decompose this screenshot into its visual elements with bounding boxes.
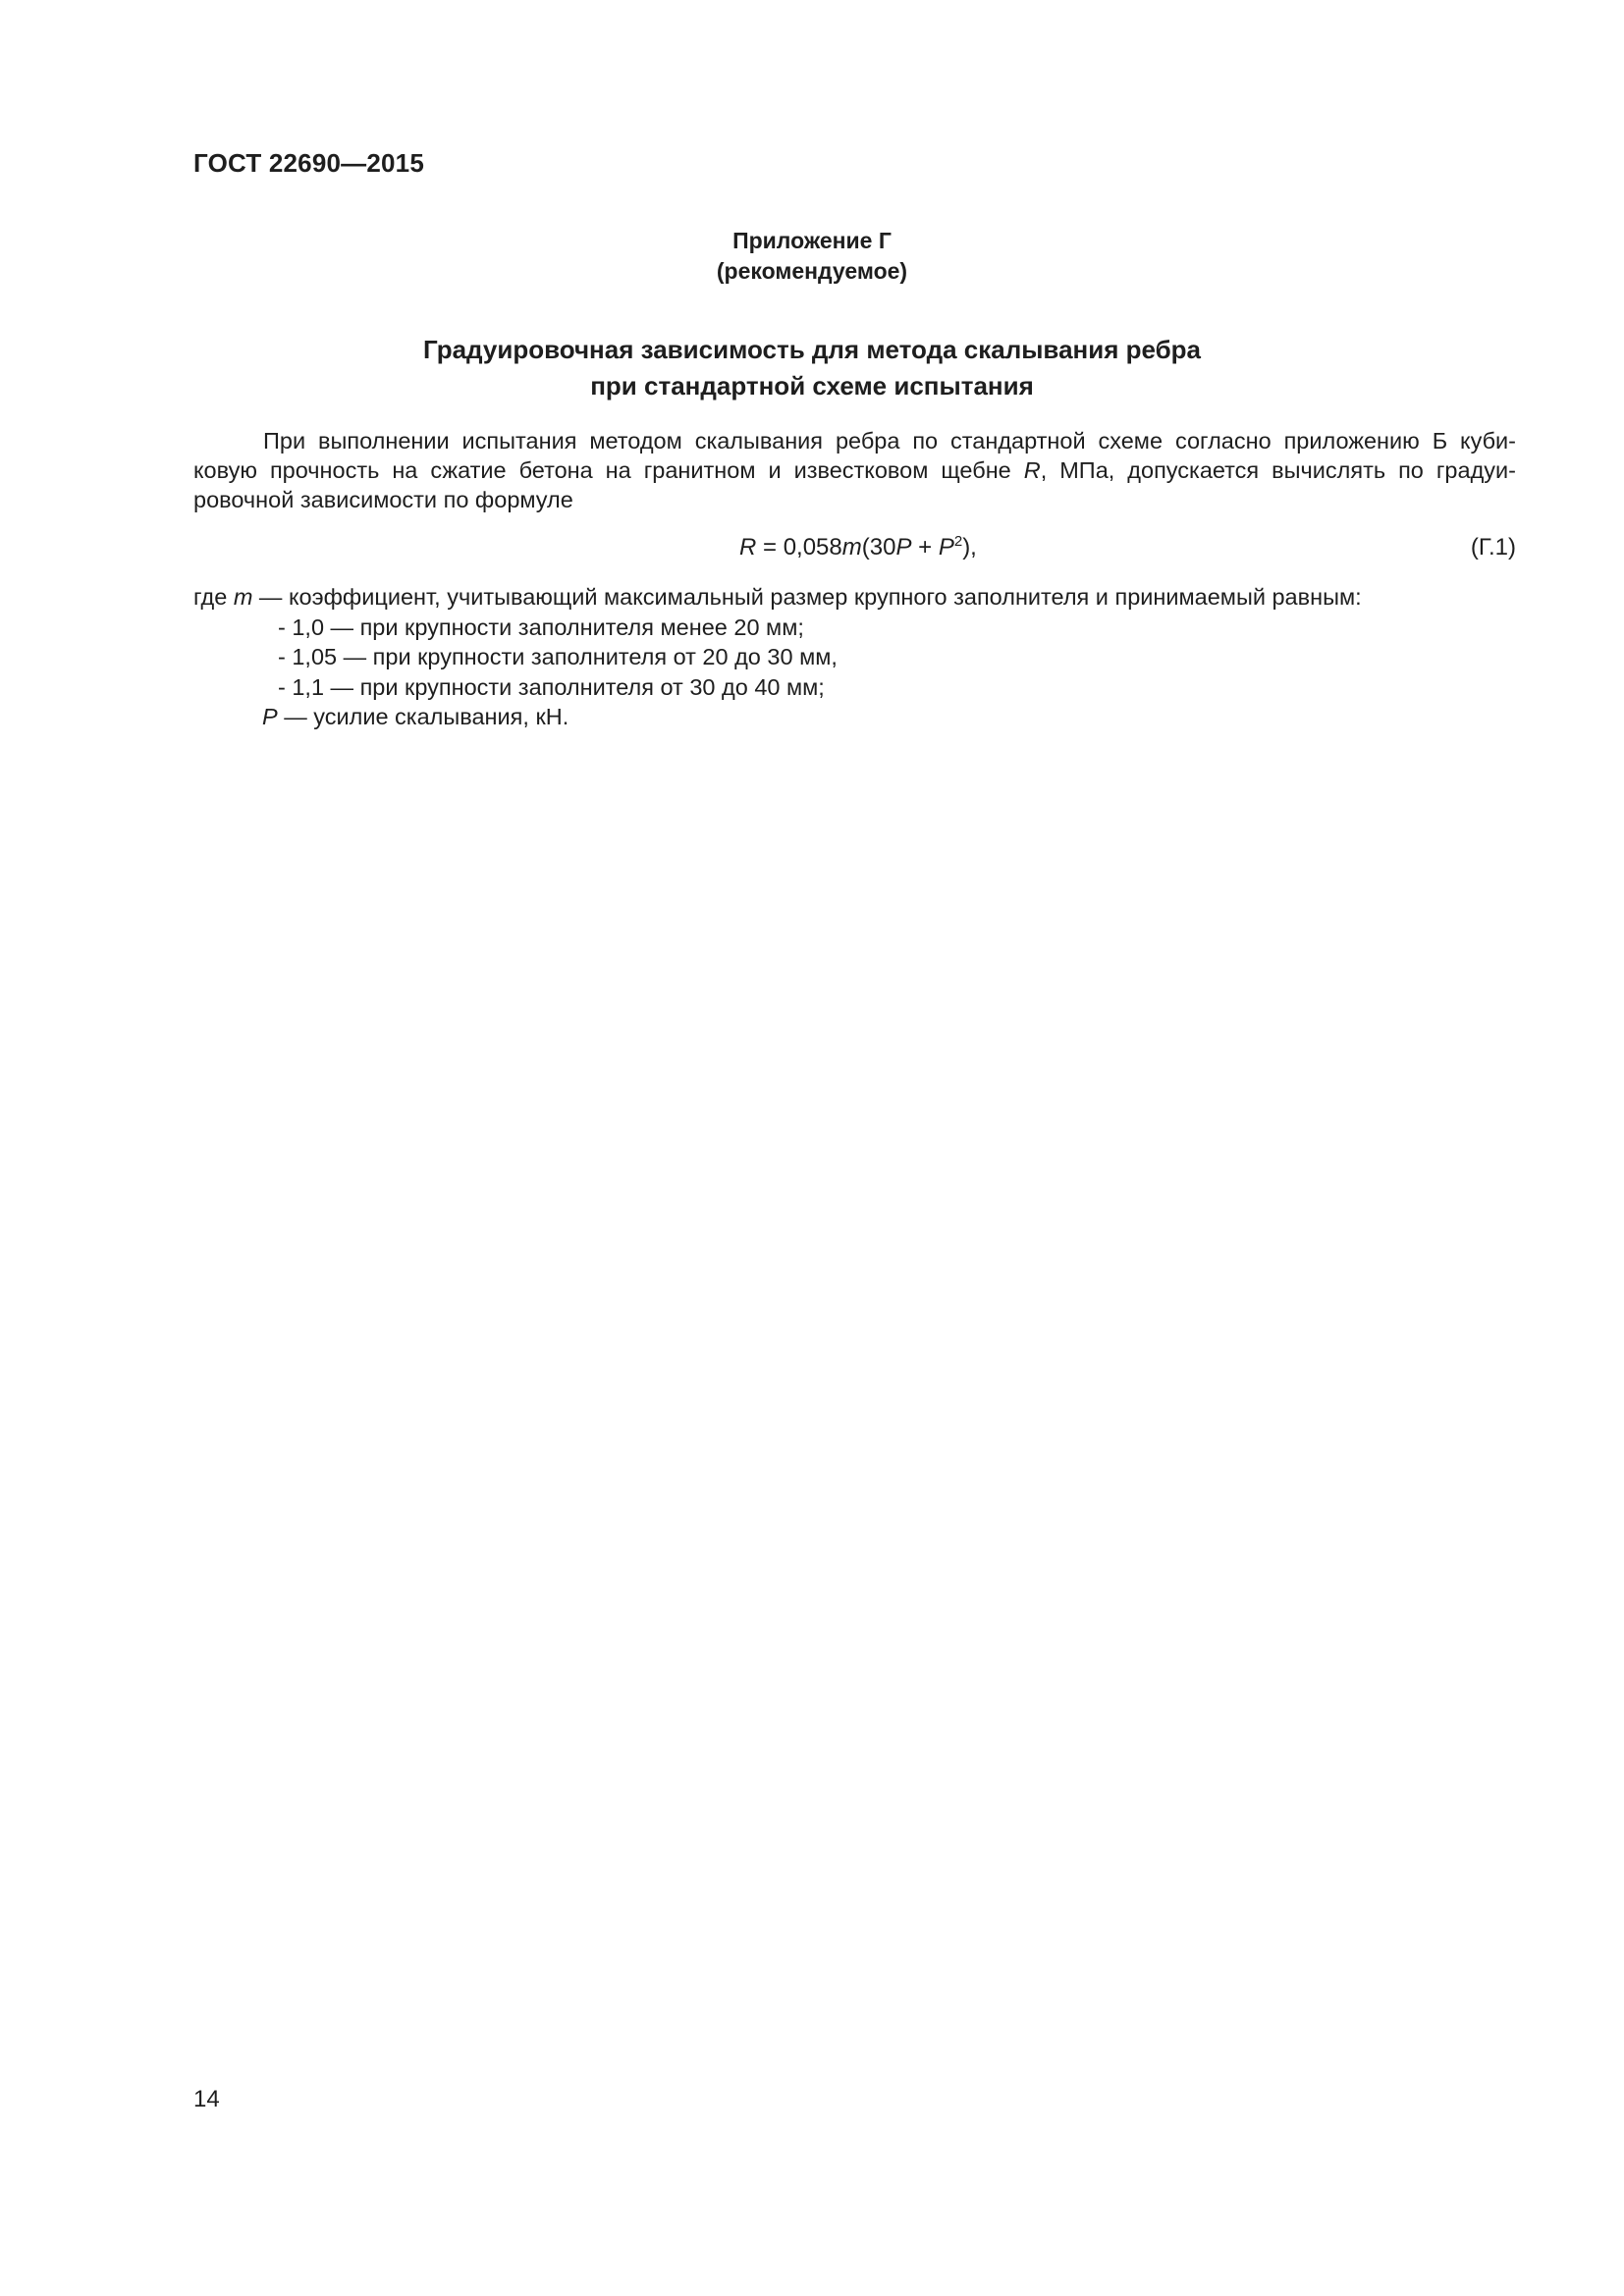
list-item: - 1,1 — при крупности заполнителя от 30 до 40 мм; — [278, 673, 825, 700]
formula-var-p-squared: P — [938, 534, 954, 561]
p-var: P — [262, 704, 278, 729]
paragraph-line-3: ровочной зависимости по формуле — [193, 487, 573, 512]
where-var-m: m — [233, 584, 253, 610]
paragraph-line-2 — [193, 455, 1516, 485]
formula-var-m: m — [841, 534, 862, 561]
appendix-label: Приложение Г — [732, 228, 892, 253]
appendix-title — [0, 332, 1624, 404]
formula-part-1: = 0,058 — [756, 534, 842, 561]
formula-part-3: + — [911, 534, 939, 561]
paragraph-line-2-text-b: , МПа, допускается вычислять по градуи- — [1040, 457, 1516, 483]
appendix-status: (рекомендуемое) — [716, 258, 908, 284]
formula-var-r: R — [739, 534, 757, 561]
p-text: — усилие скалывания, кН. — [277, 704, 569, 729]
list-item: - 1,0 — при крупности заполнителя менее 20 мм; — [278, 614, 804, 640]
where-text: — коэффициент, учитывающий максимальный размер крупного заполнителя и принимаемый равным: — [252, 584, 1362, 610]
formula-part-2: (30 — [861, 534, 896, 561]
formula-row — [193, 534, 1516, 565]
appendix-heading — [0, 226, 1624, 287]
p-definition — [193, 702, 1516, 732]
paragraph-line-2-text-a: ковую прочность на сжатие бетона на гранитном и известковом щебне — [193, 457, 1024, 483]
appendix-title-line-1: Градуировочная зависимость для метода скалывания ребра — [422, 335, 1202, 364]
variable-r: R — [1023, 457, 1041, 483]
formula-exponent: 2 — [953, 533, 963, 550]
where-block — [193, 582, 1516, 732]
where-prefix: где — [193, 584, 234, 610]
where-line — [193, 582, 1516, 613]
document-code: ГОСТ 22690—2015 — [193, 148, 424, 178]
paragraph-line-1: При выполнении испытания методом скалывания ребра по стандартной схеме согласно приложению Б куби- — [263, 428, 1516, 454]
appendix-title-line-2: при стандартной схеме испытания — [590, 371, 1034, 400]
formula-var-p: P — [895, 534, 912, 561]
formula-number: (Г.1) — [1470, 534, 1516, 561]
list-item: - 1,05 — при крупности заполнителя от 20 до 30 мм, — [278, 644, 838, 669]
formula — [739, 534, 977, 561]
intro-paragraph — [193, 426, 1516, 514]
formula-part-4: ), — [962, 534, 977, 561]
page-number: 14 — [193, 2086, 220, 2112]
